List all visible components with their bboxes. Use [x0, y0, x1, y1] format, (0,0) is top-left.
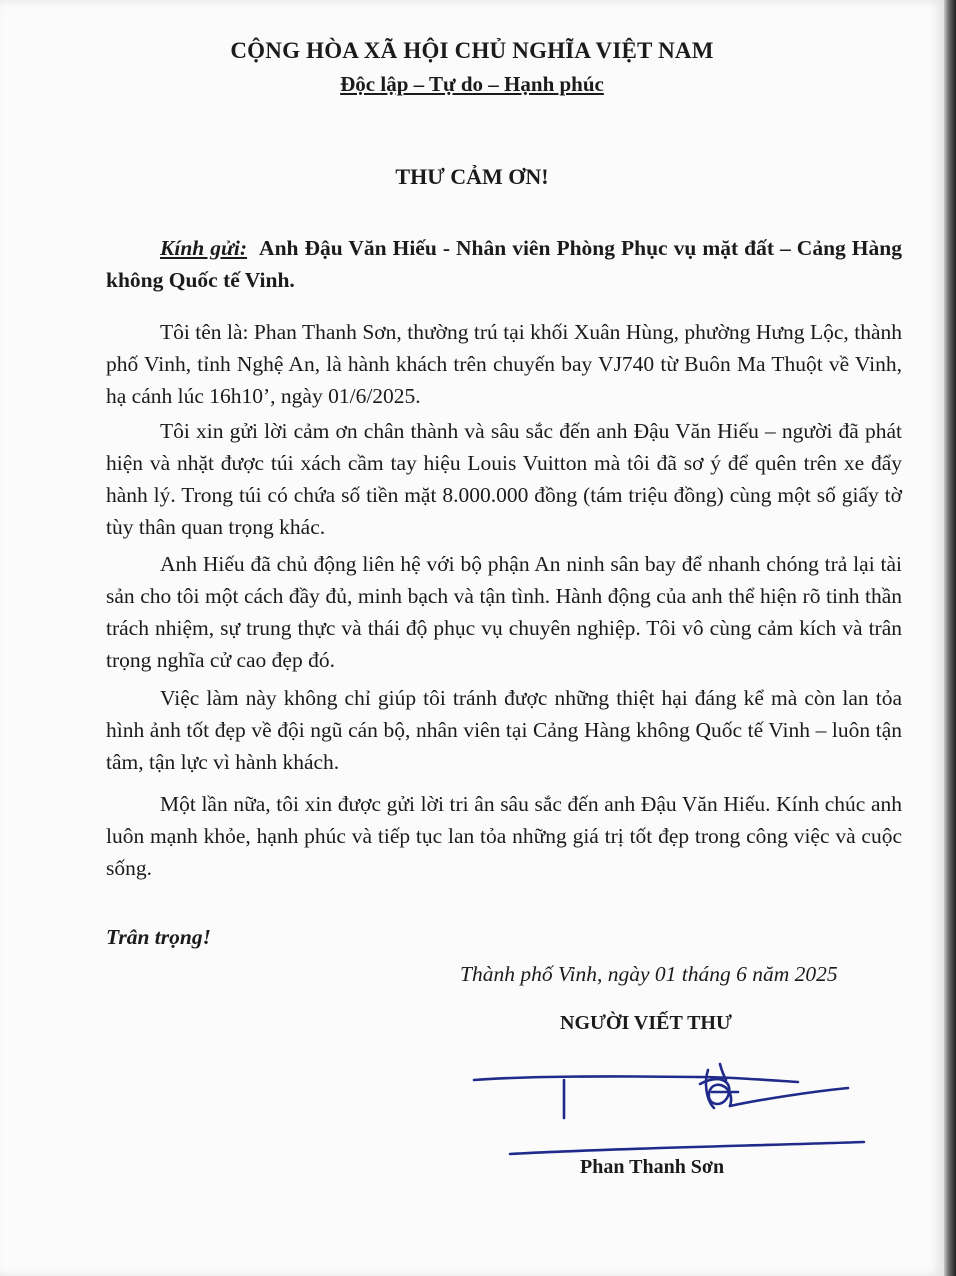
recipient-text: Anh Đậu Văn Hiếu - Nhân viên Phòng Phục vụ mặt đất – Cảng Hàng không Quốc tế Vinh. — [106, 236, 902, 292]
closing-phrase: Trân trọng! — [106, 925, 211, 949]
writer-title: NGƯỜI VIẾT THƯ — [560, 1012, 732, 1034]
page-edge-shadow — [944, 0, 956, 1276]
paragraph-action: Anh Hiếu đã chủ động liên hệ với bộ phận An ninh sân bay để nhanh chóng trả lại tài sản cho tôi một cách đầy đủ, minh bạch và tận tình. Hành động của anh thể hiện rõ tinh thần trách nhiệm, sự trung thực và thái độ phục vụ chuyên nghiệp. Tôi vô cùng cảm kích và trân trọng nghĩa cử cao đẹp đó. — [106, 552, 902, 672]
paragraph-introduction: Tôi tên là: Phan Thanh Sơn, thường trú tại khối Xuân Hùng, phường Hưng Lộc, thành phố Vinh, tỉnh Nghệ An, là hành khách trên chuyến bay VJ740 từ Buôn Ma Thuột về Vinh, hạ cánh lúc 16h10’, ngày 01/6/2025. — [106, 320, 902, 408]
national-title: CỘNG HÒA XÃ HỘI CHỦ NGHĨA VIỆT NAM — [230, 38, 714, 63]
letter-title: THƯ CẢM ƠN! — [395, 164, 549, 189]
handwritten-signature — [468, 1062, 868, 1162]
recipient-line — [106, 232, 902, 296]
signer-name: Phan Thanh Sơn — [580, 1156, 725, 1178]
paragraph-thanks: Tôi xin gửi lời cảm ơn chân thành và sâu sắc đến anh Đậu Văn Hiếu – người đã phát hiện và nhặt được túi xách cầm tay hiệu Louis Vuitton mà tôi đã sơ ý để quên trên xe đẩy hành lý. Trong túi có chứa số tiền mặt 8.000.000 đồng (tám triệu đồng) cùng một số giấy tờ tùy thân quan trọng khác. — [106, 419, 902, 539]
paragraph-wishes: Một lần nữa, tôi xin được gửi lời tri ân sâu sắc đến anh Đậu Văn Hiếu. Kính chúc anh luôn mạnh khỏe, hạnh phúc và tiếp tục lan tỏa những giá trị tốt đẹp trong công việc và cuộc sống. — [106, 792, 902, 880]
paragraph-impact: Việc làm này không chỉ giúp tôi tránh được những thiệt hại đáng kể mà còn lan tỏa hình ảnh tốt đẹp về đội ngũ cán bộ, nhân viên tại Cảng Hàng không Quốc tế Vinh – luôn tận tâm, tận lực vì hành khách. — [106, 686, 902, 774]
national-motto: Độc lập – Tự do – Hạnh phúc — [340, 72, 604, 96]
place-and-date: Thành phố Vinh, ngày 01 tháng 6 năm 2025 — [460, 962, 838, 986]
recipient-label: Kính gửi: — [160, 236, 248, 260]
